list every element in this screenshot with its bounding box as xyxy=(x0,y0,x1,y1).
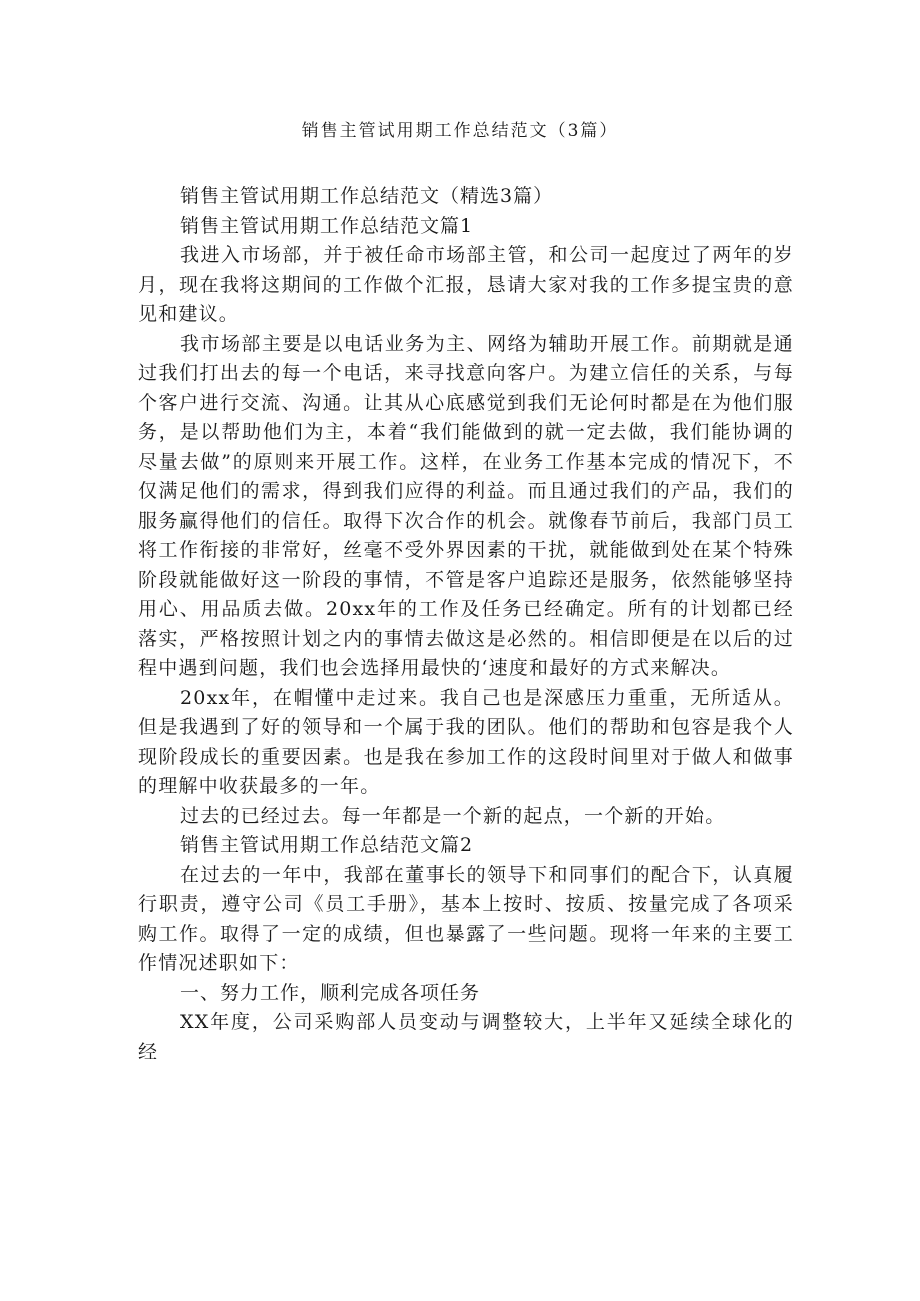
body-paragraph: 我进入市场部，并于被任命市场部主管，和公司一起度过了两年的岁月，现在我将这期间的工作做个汇报，恳请大家对我的工作多提宝贵的意见和建议。 xyxy=(138,244,794,325)
body-paragraph: 过去的已经过去。每一年都是一个新的起点，一个新的开始。 xyxy=(180,804,726,827)
document-title: 销售主管试用期工作总结范文（3篇） xyxy=(301,121,619,141)
section-heading-2: 销售主管试用期工作总结范文篇2 xyxy=(180,834,474,856)
body-paragraph: 在过去的一年中，我部在董事长的领导下和同事们的配合下，认真履行职责，遵守公司《员工手册》，基本上按时、按质、按量完成了各项采购工作。取得了一定的成绩，但也暴露了一些问题。现将一年来的主要工作情况述职如下： xyxy=(138,863,794,974)
subtitle-paragraph: 销售主管试用期工作总结范文（精选3篇） xyxy=(180,185,554,207)
body-paragraph: 我市场部主要是以电话业务为主、网络为辅助开展工作。前期就是通过我们打出去的每一个电话，来寻找意向客户。为建立信任的关系，与每个客户进行交流、沟通。让其从心底感觉到我们无论何时都是在为他们服务，是以帮助他们为主，本着“我们能做到的就一定去做，我们能协调的尽量去做”的原则来开展工作。这样，在业务工作基本完成的情况下，不仅满足他们的需求，得到我们应得的利益。而且通过我们的产品，我们的服务赢得他们的信任。取得下次合作的机会。就像春节前后，我部门员工将工作衔接的非常好，丝毫不受外界因素的干扰，就能做到处在某个特殊阶段就能做好这一阶段的事情，不管是客户追踪还是服务，依然能够坚持用心、用品质去做。20xx年的工作及任务已经确定。所有的计划都已经落实，严格按照计划之内的事情去做这是必然的。相信即便是在以后的过程中遇到问题，我们也会选择用最快的‘速度和最好的方式来解决。 xyxy=(138,332,794,679)
document-body xyxy=(138,182,794,1067)
section-heading-1: 销售主管试用期工作总结范文篇1 xyxy=(180,214,474,237)
subsection-heading: 一、努力工作，顺利完成各项任务 xyxy=(180,981,481,1004)
body-paragraph: 20xx年，在帽懂中走过来。我自己也是深感压力重重，无所适从。但是我遇到了好的领导和一个属于我的团队。他们的帮助和包容是我个人现阶段成长的重要因素。也是我在参加工作的这段时间里对于做人和做事的理解中收获最多的一年。 xyxy=(138,686,794,797)
body-paragraph: XX年度，公司采购部人员变动与调整较大，上半年又延续全球化的经 xyxy=(138,1011,794,1063)
